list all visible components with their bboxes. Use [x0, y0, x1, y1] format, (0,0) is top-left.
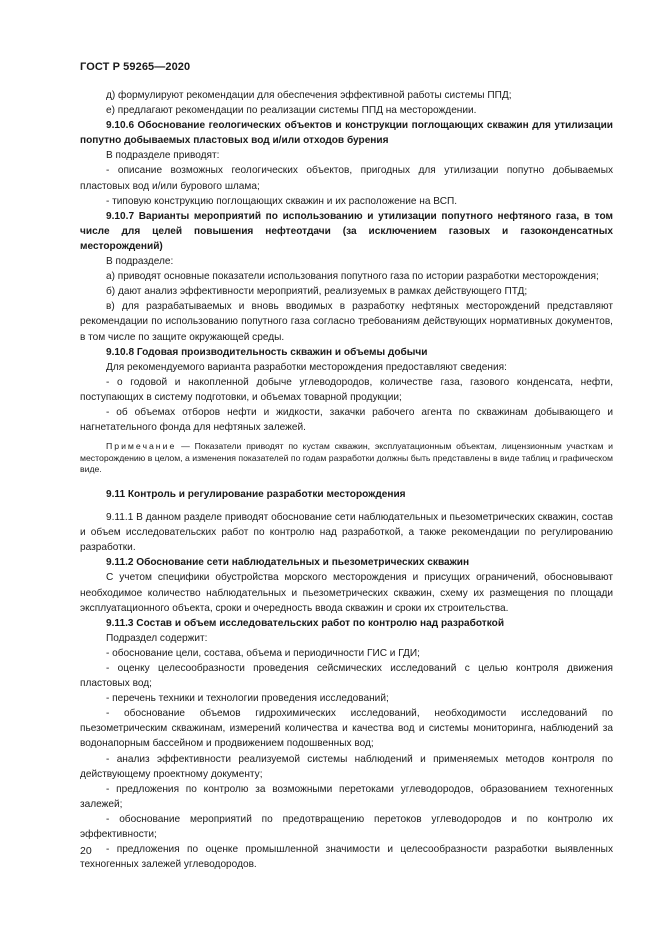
- paragraph: а) приводят основные показатели использования попутного газа по истории разработки месторождения;: [106, 271, 599, 283]
- paragraph: - описание возможных геологических объектов, пригодных для утилизации попутно добываемых пластовых вод и/или бурового шлама;: [80, 165, 613, 192]
- paragraph: е) предлагают рекомендации по реализации системы ППД на месторождении.: [106, 105, 477, 117]
- note-paragraph: [80, 441, 613, 476]
- section-heading: 9.11 Контроль и регулирование разработки месторождения: [106, 488, 406, 500]
- subsection-heading: 9.11.3 Состав и объем исследовательских работ по контролю над разработкой: [106, 617, 505, 629]
- note-label: Примечание: [106, 441, 177, 452]
- paragraph: в) для разрабатываемых и вновь вводимых в разработку нефтяных месторождений представляют рекомендации по использованию попутного газа согласно требованиям действующих нормативных документов, в том числе по защите окружающей среды.: [80, 301, 613, 343]
- paragraph: 9.11.1 В данном разделе приводят обоснование сети наблюдательных и пьезометрических скважин, состав и объем исследовательских работ по контролю над разработкой, а также рекомендации по регулированию разработки.: [80, 512, 613, 554]
- paragraph: - обоснование мероприятий по предотвращению перетоков углеводородов и по контролю их эффективности;: [80, 813, 613, 840]
- subsection-heading: 9.11.2 Обоснование сети наблюдательных и пьезометрических скважин: [106, 557, 470, 569]
- paragraph: д) формулируют рекомендации для обеспечения эффективной работы системы ППД;: [106, 90, 512, 101]
- document-header: ГОСТ Р 59265—2020: [80, 61, 191, 73]
- page-number: 20: [80, 845, 92, 857]
- note-text: — Показатели приводят по кустам скважин, эксплуатационным объектам, лицензионным участкам и месторождению в целом, а изменения показателей по годам разработки должны быть представлены в виде таблиц и графическом виде.: [80, 441, 613, 475]
- paragraph: - оценку целесообразности проведения сейсмических исследований с целью контроля движения пластовых вод;: [80, 662, 613, 690]
- paragraph: - предложения по контролю за возможными перетоками углеводородов, образованием техногенных залежей;: [80, 783, 613, 810]
- subsection-heading: 9.10.7 Варианты мероприятий по использованию и утилизации попутного нефтяного газа, в том числе для целей повышения нефтеотдачи (за исключением газовых и газоконденсатных месторождений): [80, 210, 613, 252]
- paragraph: В подразделе приводят:: [106, 150, 220, 162]
- paragraph: б) дают анализ эффективности мероприятий, реализуемых в рамках действующего ПТД;: [106, 286, 528, 298]
- paragraph: - предложения по оценке промышленной значимости и целесообразности разработки выявленных техногенных залежей углеводородов.: [80, 844, 613, 871]
- paragraph: - обоснование цели, состава, объема и периодичности ГИС и ГДИ;: [106, 647, 420, 659]
- subsection-heading: 9.10.8 Годовая производительность скважин и объемы добычи: [106, 346, 428, 358]
- paragraph: - об объемах отборов нефти и жидкости, закачки рабочего агента по скважинам добывающего и нагнетательного фонда для нефтяных залежей.: [80, 406, 613, 434]
- document-body: [80, 88, 613, 872]
- paragraph: С учетом специфики обустройства морского месторождения и присущих ограничений, обосновывают необходимое количество наблюдательных и пьезометрических скважин, схему их размещения по площади эксплуатационного объекта, сроки и очередность ввода скважин и сроки их строительства.: [80, 572, 613, 614]
- paragraph: - перечень техники и технологии проведения исследований;: [106, 693, 389, 705]
- paragraph: - обоснование объемов гидрохимических исследований, необходимости исследований по пьезометрическим скважинам, измерений количества и качества вод и системы мониторинга, наблюдений за водонапорным бассейном и продвижением подошвенных вод;: [80, 708, 613, 750]
- paragraph: - о годовой и накопленной добыче углеводородов, количестве газа, газового конденсата, нефти, поступающих в систему подготовки, и объемах товарной продукции;: [80, 376, 613, 403]
- paragraph: - анализ эффективности реализуемой системы наблюдений и применяемых методов контроля по действующему проектному документу;: [80, 753, 613, 780]
- paragraph: Подраздел содержит:: [106, 632, 208, 644]
- paragraph: Для рекомендуемого варианта разработки месторождения предоставляют сведения:: [106, 361, 507, 373]
- paragraph: - типовую конструкцию поглощающих скважин и их расположение на ВСП.: [106, 195, 458, 207]
- paragraph: В подразделе:: [106, 256, 174, 268]
- subsection-heading: 9.10.6 Обоснование геологических объектов и конструкции поглощающих скважин для утилизации попутно добываемых пластовых вод и/или отходов бурения: [80, 120, 613, 147]
